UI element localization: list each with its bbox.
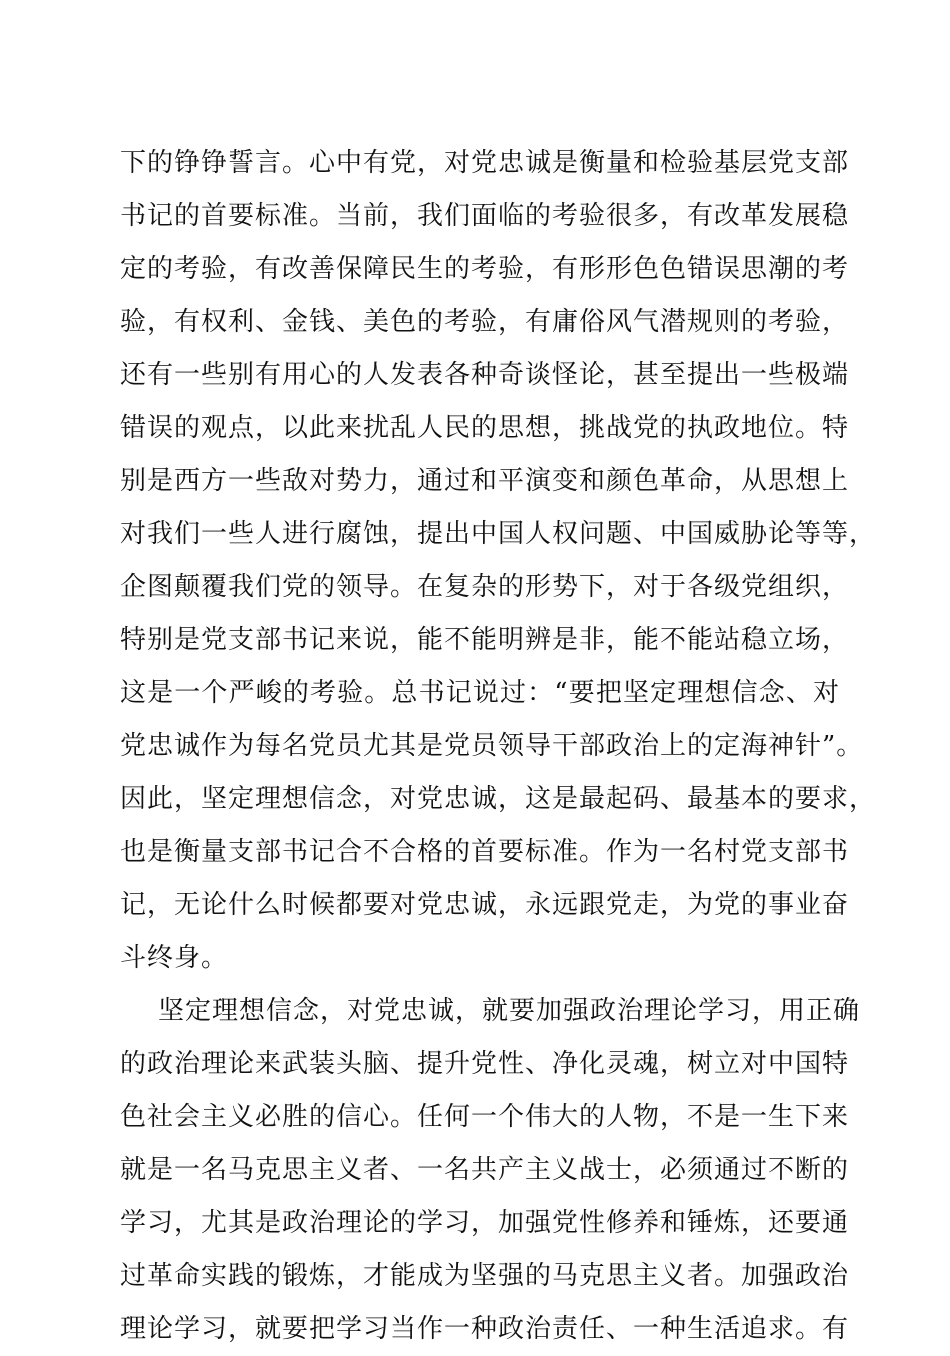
- text-line: 定的考验，有改善保障民生的考验，有形形色色错误思潮的考: [120, 254, 850, 284]
- text-line: 别是西方一些敌对势力，通过和平演变和颜色革命，从思想上: [120, 466, 850, 496]
- text-line: 学习，尤其是政治理论的学习，加强党性修养和锤炼，还要通: [120, 1208, 850, 1238]
- text-line: 企图颠覆我们党的领导。在复杂的形势下，对于各级党组织，: [120, 572, 850, 602]
- paragraph-1: [120, 137, 877, 985]
- body-text: [120, 137, 877, 1356]
- text-line: 理论学习，就要把学习当作一种政治责任、一种生活追求。有: [120, 1314, 850, 1344]
- text-line: 验，有权利、金钱、美色的考验，有庸俗风气潜规则的考验，: [120, 307, 850, 337]
- text-line: 记，无论什么时候都要对党忠诚，永远跟党走，为党的事业奋: [120, 890, 850, 920]
- text-line: 就是一名马克思主义者、一名共产主义战士，必须通过不断的: [120, 1155, 850, 1185]
- paragraph-2: [120, 985, 861, 1356]
- text-line: 因此，坚定理想信念，对党忠诚，这是最起码、最基本的要求，: [120, 784, 877, 814]
- text-line: 特别是党支部书记来说，能不能明辨是非，能不能站稳立场，: [120, 625, 850, 655]
- text-line-last: 斗终身。: [120, 943, 229, 973]
- text-line: 错误的观点，以此来扰乱人民的思想，挑战党的执政地位。特: [120, 413, 850, 443]
- text-line: 下的铮铮誓言。心中有党，对党忠诚是衡量和检验基层党支部: [120, 148, 850, 178]
- text-line: 还有一些别有用心的人发表各种奇谈怪论，甚至提出一些极端: [120, 360, 850, 390]
- text-line: 党忠诚作为每名党员尤其是党员领导干部政治上的定海神针”。: [120, 731, 864, 761]
- text-line: 这是一个严峻的考验。总书记说过：“要把坚定理想信念、对: [120, 678, 840, 708]
- text-line: 书记的首要标准。当前，我们面临的考验很多，有改革发展稳: [120, 201, 850, 231]
- text-line: 对我们一些人进行腐蚀，提出中国人权问题、中国威胁论等等，: [120, 519, 877, 549]
- text-line: 的政治理论来武装头脑、提升党性、净化灵魂，树立对中国特: [120, 1049, 850, 1079]
- text-line: 色社会主义必胜的信心。任何一个伟大的人物，不是一生下来: [120, 1102, 850, 1132]
- text-line-first: 坚定理想信念，对党忠诚，就要加强政治理论学习，用正确: [158, 996, 861, 1026]
- text-line: 过革命实践的锻炼，才能成为坚强的马克思主义者。加强政治: [120, 1261, 850, 1291]
- text-line: 也是衡量支部书记合不合格的首要标准。作为一名村党支部书: [120, 837, 850, 867]
